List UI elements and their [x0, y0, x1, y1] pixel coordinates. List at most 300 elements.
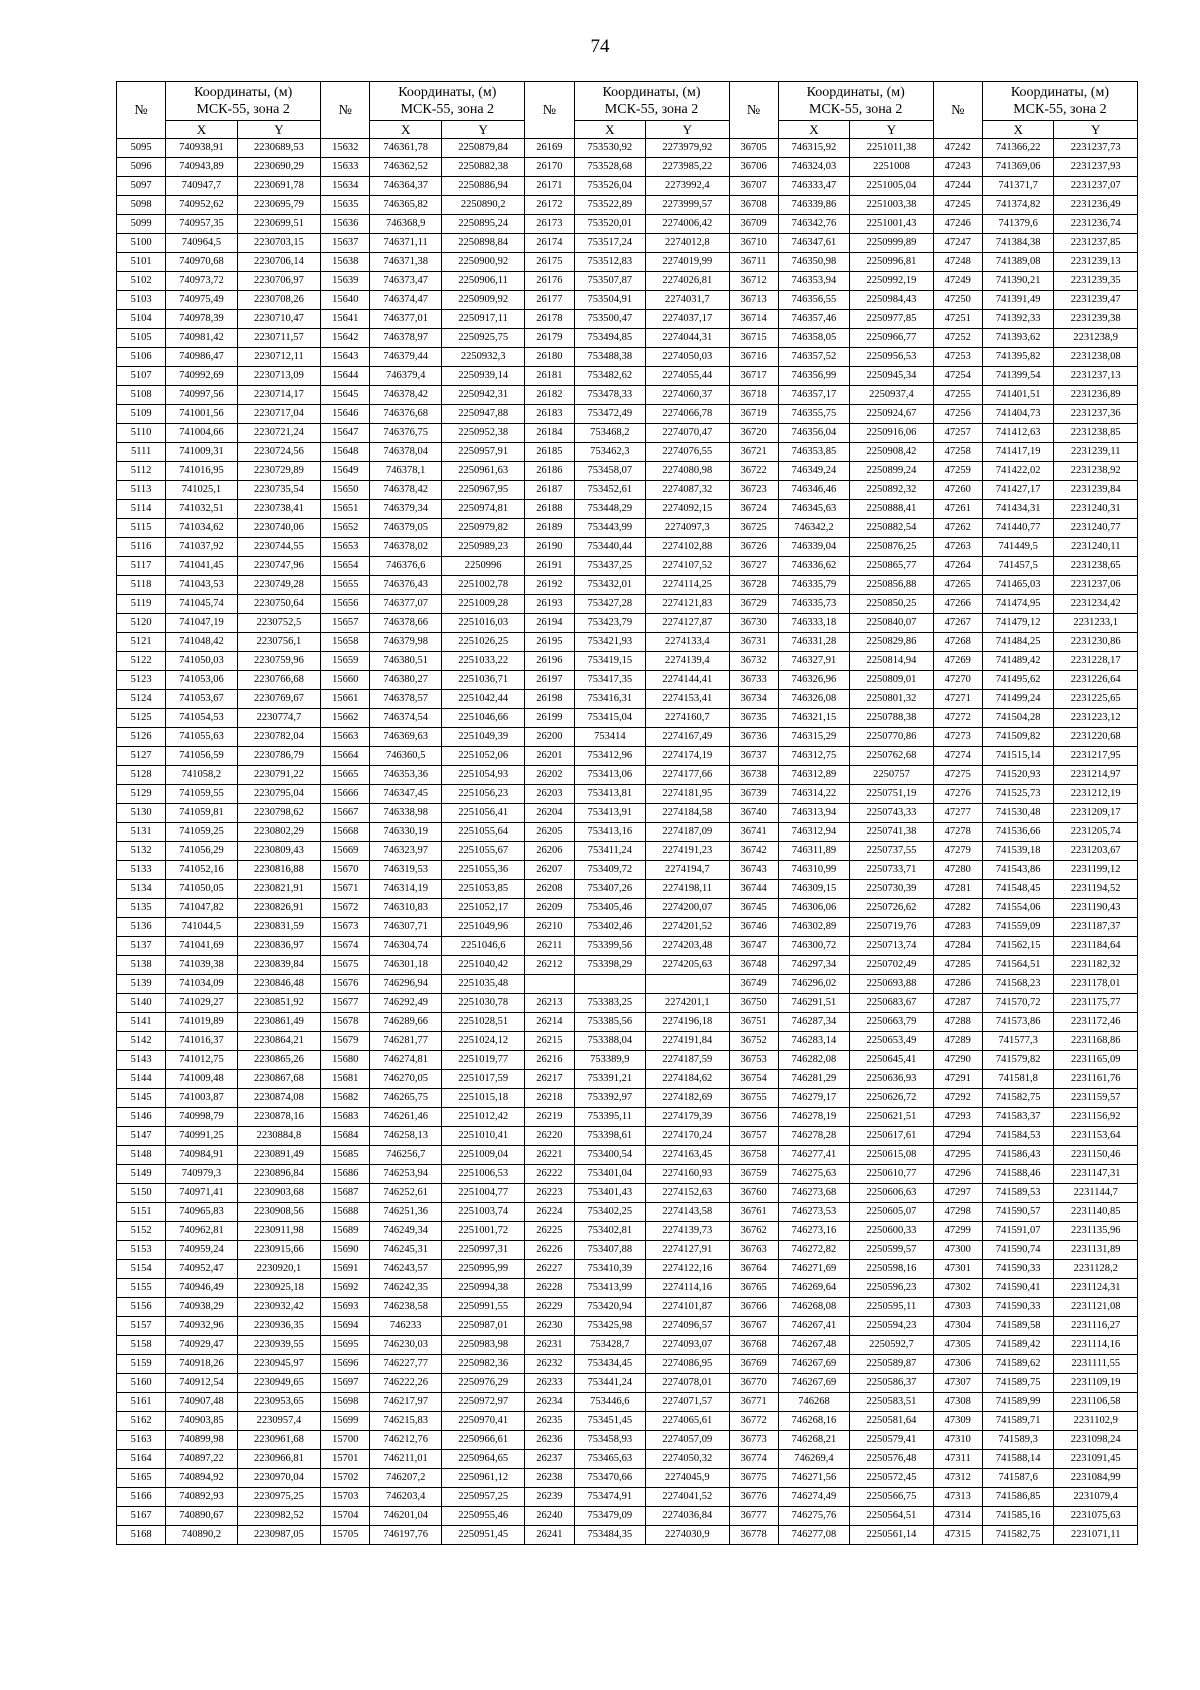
- column-header-coordinates: Координаты, (м) МСК-55, зона 2: [370, 82, 525, 121]
- point-number-cell: 5150: [117, 1184, 166, 1203]
- y-coordinate-cell: 2231240,77: [1054, 519, 1138, 538]
- table-row: [117, 1032, 1138, 1051]
- point-number-cell: 47272: [933, 709, 982, 728]
- y-coordinate-cell: 2250801,32: [850, 690, 933, 709]
- point-number-cell: 15694: [321, 1317, 370, 1336]
- y-coordinate-cell: 2230920,1: [237, 1260, 320, 1279]
- point-number-cell: 5155: [117, 1279, 166, 1298]
- x-coordinate-cell: 746357,52: [778, 348, 850, 367]
- y-coordinate-cell: 2250979,82: [441, 519, 524, 538]
- point-number-cell: 15699: [321, 1412, 370, 1431]
- y-coordinate-cell: 2274182,69: [646, 1089, 729, 1108]
- point-number-cell: 47251: [933, 310, 982, 329]
- point-number-cell: 36713: [729, 291, 778, 310]
- point-number-cell: 5164: [117, 1450, 166, 1469]
- point-number-cell: 26202: [525, 766, 574, 785]
- point-number-cell: 26228: [525, 1279, 574, 1298]
- y-coordinate-cell: 2251017,59: [441, 1070, 524, 1089]
- point-number-cell: 47267: [933, 614, 982, 633]
- y-coordinate-cell: 2231084,99: [1054, 1469, 1138, 1488]
- x-coordinate-cell: 746347,45: [370, 785, 442, 804]
- y-coordinate-cell: 2251049,39: [441, 728, 524, 747]
- column-header-number: №: [321, 82, 370, 139]
- y-coordinate-cell: 2231237,07: [1054, 177, 1138, 196]
- point-number-cell: 5157: [117, 1317, 166, 1336]
- y-coordinate-cell: 2231140,85: [1054, 1203, 1138, 1222]
- table-row: [117, 1450, 1138, 1469]
- x-coordinate-cell: 746278,28: [778, 1127, 850, 1146]
- point-number-cell: 47275: [933, 766, 982, 785]
- column-header-coordinates: Координаты, (м) МСК-55, зона 2: [982, 82, 1137, 121]
- table-row: [117, 709, 1138, 728]
- point-number-cell: 47287: [933, 994, 982, 1013]
- x-coordinate-cell: 746331,28: [778, 633, 850, 652]
- point-number-cell: 36705: [729, 139, 778, 158]
- x-coordinate-cell: 753474,91: [574, 1488, 646, 1507]
- x-coordinate-cell: 746361,78: [370, 139, 442, 158]
- point-number-cell: 36707: [729, 177, 778, 196]
- x-coordinate-cell: 753448,29: [574, 500, 646, 519]
- y-coordinate-cell: 2251046,6: [441, 937, 524, 956]
- x-coordinate-cell: 753472,49: [574, 405, 646, 424]
- y-coordinate-cell: 2250888,41: [850, 500, 933, 519]
- x-coordinate-cell: 746310,99: [778, 861, 850, 880]
- y-coordinate-cell: 2250636,93: [850, 1070, 933, 1089]
- x-coordinate-cell: 753530,92: [574, 139, 646, 158]
- point-number-cell: 26197: [525, 671, 574, 690]
- y-coordinate-cell: 2251024,12: [441, 1032, 524, 1051]
- point-number-cell: 26180: [525, 348, 574, 367]
- x-coordinate-cell: 741562,15: [982, 937, 1054, 956]
- point-number-cell: 26227: [525, 1260, 574, 1279]
- y-coordinate-cell: 2250964,65: [441, 1450, 524, 1469]
- x-coordinate-cell: 741393,62: [982, 329, 1054, 348]
- point-number-cell: 15703: [321, 1488, 370, 1507]
- y-coordinate-cell: 2231102,9: [1054, 1412, 1138, 1431]
- point-number-cell: 15690: [321, 1241, 370, 1260]
- x-coordinate-cell: 741053,67: [166, 690, 238, 709]
- x-coordinate-cell: 753385,56: [574, 1013, 646, 1032]
- point-number-cell: 26213: [525, 994, 574, 1013]
- y-coordinate-cell: 2231237,13: [1054, 367, 1138, 386]
- point-number-cell: 15701: [321, 1450, 370, 1469]
- y-coordinate-cell: 2274076,55: [646, 443, 729, 462]
- point-number-cell: 47283: [933, 918, 982, 937]
- x-coordinate-cell: 753416,31: [574, 690, 646, 709]
- point-number-cell: 47264: [933, 557, 982, 576]
- y-coordinate-cell: 2250991,55: [441, 1298, 524, 1317]
- x-coordinate-cell: 740965,83: [166, 1203, 238, 1222]
- point-number-cell: 15659: [321, 652, 370, 671]
- x-coordinate-cell: 746197,76: [370, 1526, 442, 1545]
- y-coordinate-cell: 2230721,24: [237, 424, 320, 443]
- y-coordinate-cell: 2251052,17: [441, 899, 524, 918]
- point-number-cell: 5114: [117, 500, 166, 519]
- y-coordinate-cell: 2274152,63: [646, 1184, 729, 1203]
- y-coordinate-cell: 2274167,49: [646, 728, 729, 747]
- y-coordinate-cell: 2230891,49: [237, 1146, 320, 1165]
- point-number-cell: 47265: [933, 576, 982, 595]
- x-coordinate-cell: 741440,77: [982, 519, 1054, 538]
- x-coordinate-cell: 753419,15: [574, 652, 646, 671]
- y-coordinate-cell: 2274101,87: [646, 1298, 729, 1317]
- y-coordinate-cell: 2250743,33: [850, 804, 933, 823]
- point-number-cell: 26211: [525, 937, 574, 956]
- x-coordinate-cell: 740892,93: [166, 1488, 238, 1507]
- x-coordinate-cell: 753409,72: [574, 861, 646, 880]
- x-coordinate-cell: 746312,75: [778, 747, 850, 766]
- y-coordinate-cell: 2274143,58: [646, 1203, 729, 1222]
- x-coordinate-cell: 741395,82: [982, 348, 1054, 367]
- column-header-x: X: [166, 121, 238, 139]
- x-coordinate-cell: 741543,86: [982, 861, 1054, 880]
- x-coordinate-cell: 753410,39: [574, 1260, 646, 1279]
- y-coordinate-cell: 2274160,7: [646, 709, 729, 728]
- y-coordinate-cell: 2230936,35: [237, 1317, 320, 1336]
- y-coordinate-cell: 2250653,49: [850, 1032, 933, 1051]
- x-coordinate-cell: 746270,05: [370, 1070, 442, 1089]
- point-number-cell: 5133: [117, 861, 166, 880]
- table-row: [117, 557, 1138, 576]
- y-coordinate-cell: 2230759,96: [237, 652, 320, 671]
- point-number-cell: 15692: [321, 1279, 370, 1298]
- y-coordinate-cell: 2231237,06: [1054, 576, 1138, 595]
- y-coordinate-cell: 2251004,77: [441, 1184, 524, 1203]
- y-coordinate-cell: 2250788,38: [850, 709, 933, 728]
- y-coordinate-cell: 2274153,41: [646, 690, 729, 709]
- x-coordinate-cell: 746275,63: [778, 1165, 850, 1184]
- x-coordinate-cell: 741582,75: [982, 1526, 1054, 1545]
- x-coordinate-cell: 741583,37: [982, 1108, 1054, 1127]
- y-coordinate-cell: 2250983,98: [441, 1336, 524, 1355]
- y-coordinate-cell: 2250564,51: [850, 1507, 933, 1526]
- point-number-cell: 5111: [117, 443, 166, 462]
- point-number-cell: 47249: [933, 272, 982, 291]
- x-coordinate-cell: 741589,3: [982, 1431, 1054, 1450]
- y-coordinate-cell: 2274055,44: [646, 367, 729, 386]
- point-number-cell: 5101: [117, 253, 166, 272]
- x-coordinate-cell: 741590,41: [982, 1279, 1054, 1298]
- y-coordinate-cell: 2274107,52: [646, 557, 729, 576]
- point-number-cell: 15674: [321, 937, 370, 956]
- point-number-cell: 47266: [933, 595, 982, 614]
- y-coordinate-cell: 2250996: [441, 557, 524, 576]
- x-coordinate-cell: 740992,69: [166, 367, 238, 386]
- point-number-cell: 5135: [117, 899, 166, 918]
- point-number-cell: 36720: [729, 424, 778, 443]
- x-coordinate-cell: 740991,25: [166, 1127, 238, 1146]
- point-number-cell: 36737: [729, 747, 778, 766]
- point-number-cell: 47277: [933, 804, 982, 823]
- x-coordinate-cell: 753398,61: [574, 1127, 646, 1146]
- y-coordinate-cell: 2230711,57: [237, 329, 320, 348]
- y-coordinate-cell: 2231187,37: [1054, 918, 1138, 937]
- y-coordinate-cell: 2274086,95: [646, 1355, 729, 1374]
- point-number-cell: 36706: [729, 158, 778, 177]
- point-number-cell: 36763: [729, 1241, 778, 1260]
- y-coordinate-cell: 2251030,78: [441, 994, 524, 1013]
- y-coordinate-cell: 2274037,17: [646, 310, 729, 329]
- x-coordinate-cell: 740918,26: [166, 1355, 238, 1374]
- x-coordinate-cell: 741525,73: [982, 785, 1054, 804]
- y-coordinate-cell: 2250955,46: [441, 1507, 524, 1526]
- table-row: [117, 1146, 1138, 1165]
- x-coordinate-cell: 741590,33: [982, 1260, 1054, 1279]
- point-number-cell: 47315: [933, 1526, 982, 1545]
- point-number-cell: 5160: [117, 1374, 166, 1393]
- y-coordinate-cell: 2274066,78: [646, 405, 729, 424]
- x-coordinate-cell: 753494,85: [574, 329, 646, 348]
- table-row: [117, 500, 1138, 519]
- point-number-cell: 15673: [321, 918, 370, 937]
- table-row: [117, 1165, 1138, 1184]
- x-coordinate-cell: 741039,38: [166, 956, 238, 975]
- x-coordinate-cell: 741568,23: [982, 975, 1054, 994]
- y-coordinate-cell: 2250605,07: [850, 1203, 933, 1222]
- y-coordinate-cell: 2230911,98: [237, 1222, 320, 1241]
- y-coordinate-cell: 2230846,48: [237, 975, 320, 994]
- x-coordinate-cell: 753528,68: [574, 158, 646, 177]
- y-coordinate-cell: 2231194,52: [1054, 880, 1138, 899]
- point-number-cell: 5147: [117, 1127, 166, 1146]
- y-coordinate-cell: 2274127,91: [646, 1241, 729, 1260]
- point-number-cell: 15645: [321, 386, 370, 405]
- table-row: [117, 1412, 1138, 1431]
- point-number-cell: 5153: [117, 1241, 166, 1260]
- x-coordinate-cell: 741050,05: [166, 880, 238, 899]
- column-header-y: Y: [1054, 121, 1138, 139]
- y-coordinate-cell: 2250966,61: [441, 1431, 524, 1450]
- point-number-cell: 5141: [117, 1013, 166, 1032]
- x-coordinate-cell: 753452,61: [574, 481, 646, 500]
- point-number-cell: 26222: [525, 1165, 574, 1184]
- y-coordinate-cell: 2231182,32: [1054, 956, 1138, 975]
- y-coordinate-cell: 2231238,92: [1054, 462, 1138, 481]
- x-coordinate-cell: 746379,05: [370, 519, 442, 538]
- point-number-cell: 15644: [321, 367, 370, 386]
- y-coordinate-cell: 2250850,25: [850, 595, 933, 614]
- point-number-cell: 36715: [729, 329, 778, 348]
- table-row: [117, 253, 1138, 272]
- column-header-number: №: [117, 82, 166, 139]
- column-header-coordinates: Координаты, (м) МСК-55, зона 2: [166, 82, 321, 121]
- point-number-cell: 36724: [729, 500, 778, 519]
- y-coordinate-cell: 2231240,11: [1054, 538, 1138, 557]
- point-number-cell: 36755: [729, 1089, 778, 1108]
- point-number-cell: 5129: [117, 785, 166, 804]
- point-number-cell: 5137: [117, 937, 166, 956]
- x-coordinate-cell: 741374,82: [982, 196, 1054, 215]
- table-row: [117, 994, 1138, 1013]
- x-coordinate-cell: 753520,01: [574, 215, 646, 234]
- point-number-cell: 36765: [729, 1279, 778, 1298]
- point-number-cell: 5115: [117, 519, 166, 538]
- y-coordinate-cell: 2251009,04: [441, 1146, 524, 1165]
- y-coordinate-cell: 2231121,08: [1054, 1298, 1138, 1317]
- point-number-cell: 15636: [321, 215, 370, 234]
- x-coordinate-cell: 741012,75: [166, 1051, 238, 1070]
- point-number-cell: 47270: [933, 671, 982, 690]
- column-header-coordinates: Координаты, (м) МСК-55, зона 2: [778, 82, 933, 121]
- y-coordinate-cell: 2230706,97: [237, 272, 320, 291]
- y-coordinate-cell: 2251009,28: [441, 595, 524, 614]
- y-coordinate-cell: 2231217,95: [1054, 747, 1138, 766]
- x-coordinate-cell: 741047,82: [166, 899, 238, 918]
- x-coordinate-cell: 741004,66: [166, 424, 238, 443]
- point-number-cell: 26199: [525, 709, 574, 728]
- y-coordinate-cell: 2230703,15: [237, 234, 320, 253]
- point-number-cell: 47290: [933, 1051, 982, 1070]
- x-coordinate-cell: 741495,62: [982, 671, 1054, 690]
- y-coordinate-cell: 2230939,55: [237, 1336, 320, 1355]
- y-coordinate-cell: 2250876,25: [850, 538, 933, 557]
- y-coordinate-cell: 2251049,96: [441, 918, 524, 937]
- x-coordinate-cell: 746212,76: [370, 1431, 442, 1450]
- x-coordinate-cell: 741041,45: [166, 557, 238, 576]
- point-number-cell: 15686: [321, 1165, 370, 1184]
- y-coordinate-cell: 2230752,5: [237, 614, 320, 633]
- x-coordinate-cell: 753423,79: [574, 614, 646, 633]
- point-number-cell: 36730: [729, 614, 778, 633]
- y-coordinate-cell: 2274122,16: [646, 1260, 729, 1279]
- y-coordinate-cell: 2273985,22: [646, 158, 729, 177]
- point-number-cell: 47247: [933, 234, 982, 253]
- x-coordinate-cell: 746267,48: [778, 1336, 850, 1355]
- point-number-cell: 36728: [729, 576, 778, 595]
- y-coordinate-cell: 2250917,11: [441, 310, 524, 329]
- x-coordinate-cell: 746339,86: [778, 196, 850, 215]
- y-coordinate-cell: 2231128,2: [1054, 1260, 1138, 1279]
- x-coordinate-cell: 741059,25: [166, 823, 238, 842]
- table-row: [117, 348, 1138, 367]
- point-number-cell: 47250: [933, 291, 982, 310]
- y-coordinate-cell: 2231114,16: [1054, 1336, 1138, 1355]
- x-coordinate-cell: 746376,68: [370, 405, 442, 424]
- x-coordinate-cell: 740929,47: [166, 1336, 238, 1355]
- column-header-number: №: [933, 82, 982, 139]
- point-number-cell: 26201: [525, 747, 574, 766]
- x-coordinate-cell: 746353,36: [370, 766, 442, 785]
- y-coordinate-cell: 2251042,44: [441, 690, 524, 709]
- y-coordinate-cell: 2231109,19: [1054, 1374, 1138, 1393]
- x-coordinate-cell: 746249,34: [370, 1222, 442, 1241]
- point-number-cell: 15696: [321, 1355, 370, 1374]
- point-number-cell: 15652: [321, 519, 370, 538]
- point-number-cell: 47271: [933, 690, 982, 709]
- x-coordinate-cell: 746268,16: [778, 1412, 850, 1431]
- y-coordinate-cell: 2231220,68: [1054, 728, 1138, 747]
- y-coordinate-cell: 2231153,64: [1054, 1127, 1138, 1146]
- point-number-cell: 47244: [933, 177, 982, 196]
- x-coordinate-cell: 753402,25: [574, 1203, 646, 1222]
- x-coordinate-cell: 741044,5: [166, 918, 238, 937]
- column-header-x: X: [982, 121, 1054, 139]
- point-number-cell: 26204: [525, 804, 574, 823]
- y-coordinate-cell: 2230903,68: [237, 1184, 320, 1203]
- point-number-cell: 47284: [933, 937, 982, 956]
- y-coordinate-cell: 2231159,57: [1054, 1089, 1138, 1108]
- table-row: [117, 139, 1138, 158]
- point-number-cell: 5110: [117, 424, 166, 443]
- x-coordinate-cell: 746379,34: [370, 500, 442, 519]
- point-number-cell: 5122: [117, 652, 166, 671]
- x-coordinate-cell: 746371,11: [370, 234, 442, 253]
- point-number-cell: 26186: [525, 462, 574, 481]
- y-coordinate-cell: 2250737,55: [850, 842, 933, 861]
- table-row: [117, 1013, 1138, 1032]
- x-coordinate-cell: 741539,18: [982, 842, 1054, 861]
- y-coordinate-cell: 2250984,43: [850, 291, 933, 310]
- y-coordinate-cell: 2274041,52: [646, 1488, 729, 1507]
- point-number-cell: 5136: [117, 918, 166, 937]
- y-coordinate-cell: 2231098,24: [1054, 1431, 1138, 1450]
- x-coordinate-cell: 741457,5: [982, 557, 1054, 576]
- y-coordinate-cell: 2231238,65: [1054, 557, 1138, 576]
- point-number-cell: 15642: [321, 329, 370, 348]
- x-coordinate-cell: 746269,64: [778, 1279, 850, 1298]
- x-coordinate-cell: 746326,08: [778, 690, 850, 709]
- point-number-cell: 26231: [525, 1336, 574, 1355]
- point-number-cell: 36747: [729, 937, 778, 956]
- y-coordinate-cell: 2230975,25: [237, 1488, 320, 1507]
- x-coordinate-cell: 741019,89: [166, 1013, 238, 1032]
- table-row: [117, 443, 1138, 462]
- point-number-cell: 47276: [933, 785, 982, 804]
- table-row: [117, 899, 1138, 918]
- x-coordinate-cell: 741034,62: [166, 519, 238, 538]
- table-row: [117, 177, 1138, 196]
- y-coordinate-cell: 2274127,87: [646, 614, 729, 633]
- point-number-cell: 36741: [729, 823, 778, 842]
- point-number-cell: 5139: [117, 975, 166, 994]
- y-coordinate-cell: 2274174,19: [646, 747, 729, 766]
- x-coordinate-cell: 746278,19: [778, 1108, 850, 1127]
- x-coordinate-cell: 753413,99: [574, 1279, 646, 1298]
- point-number-cell: 36756: [729, 1108, 778, 1127]
- table-row: [117, 1203, 1138, 1222]
- y-coordinate-cell: 2250702,49: [850, 956, 933, 975]
- y-coordinate-cell: 2250730,39: [850, 880, 933, 899]
- y-coordinate-cell: 2231237,93: [1054, 158, 1138, 177]
- point-number-cell: 5097: [117, 177, 166, 196]
- point-number-cell: 26206: [525, 842, 574, 861]
- point-number-cell: 15637: [321, 234, 370, 253]
- y-coordinate-cell: 2250947,88: [441, 405, 524, 424]
- point-number-cell: 5123: [117, 671, 166, 690]
- x-coordinate-cell: 753427,28: [574, 595, 646, 614]
- point-number-cell: 26207: [525, 861, 574, 880]
- y-coordinate-cell: 2251006,53: [441, 1165, 524, 1184]
- table-row: [117, 785, 1138, 804]
- x-coordinate-cell: 746378,1: [370, 462, 442, 481]
- x-coordinate-cell: 753428,7: [574, 1336, 646, 1355]
- point-number-cell: 26220: [525, 1127, 574, 1146]
- table-row: [117, 424, 1138, 443]
- column-header-y: Y: [441, 121, 524, 139]
- y-coordinate-cell: 2251015,18: [441, 1089, 524, 1108]
- point-number-cell: 26209: [525, 899, 574, 918]
- y-coordinate-cell: 2231116,27: [1054, 1317, 1138, 1336]
- y-coordinate-cell: 2274114,25: [646, 576, 729, 595]
- x-coordinate-cell: 753434,45: [574, 1355, 646, 1374]
- column-header-y: Y: [646, 121, 729, 139]
- x-coordinate-cell: 741047,19: [166, 614, 238, 633]
- x-coordinate-cell: 753451,45: [574, 1412, 646, 1431]
- point-number-cell: 5168: [117, 1526, 166, 1545]
- point-number-cell: 47293: [933, 1108, 982, 1127]
- y-coordinate-cell: 2250645,41: [850, 1051, 933, 1070]
- y-coordinate-cell: 2230791,22: [237, 766, 320, 785]
